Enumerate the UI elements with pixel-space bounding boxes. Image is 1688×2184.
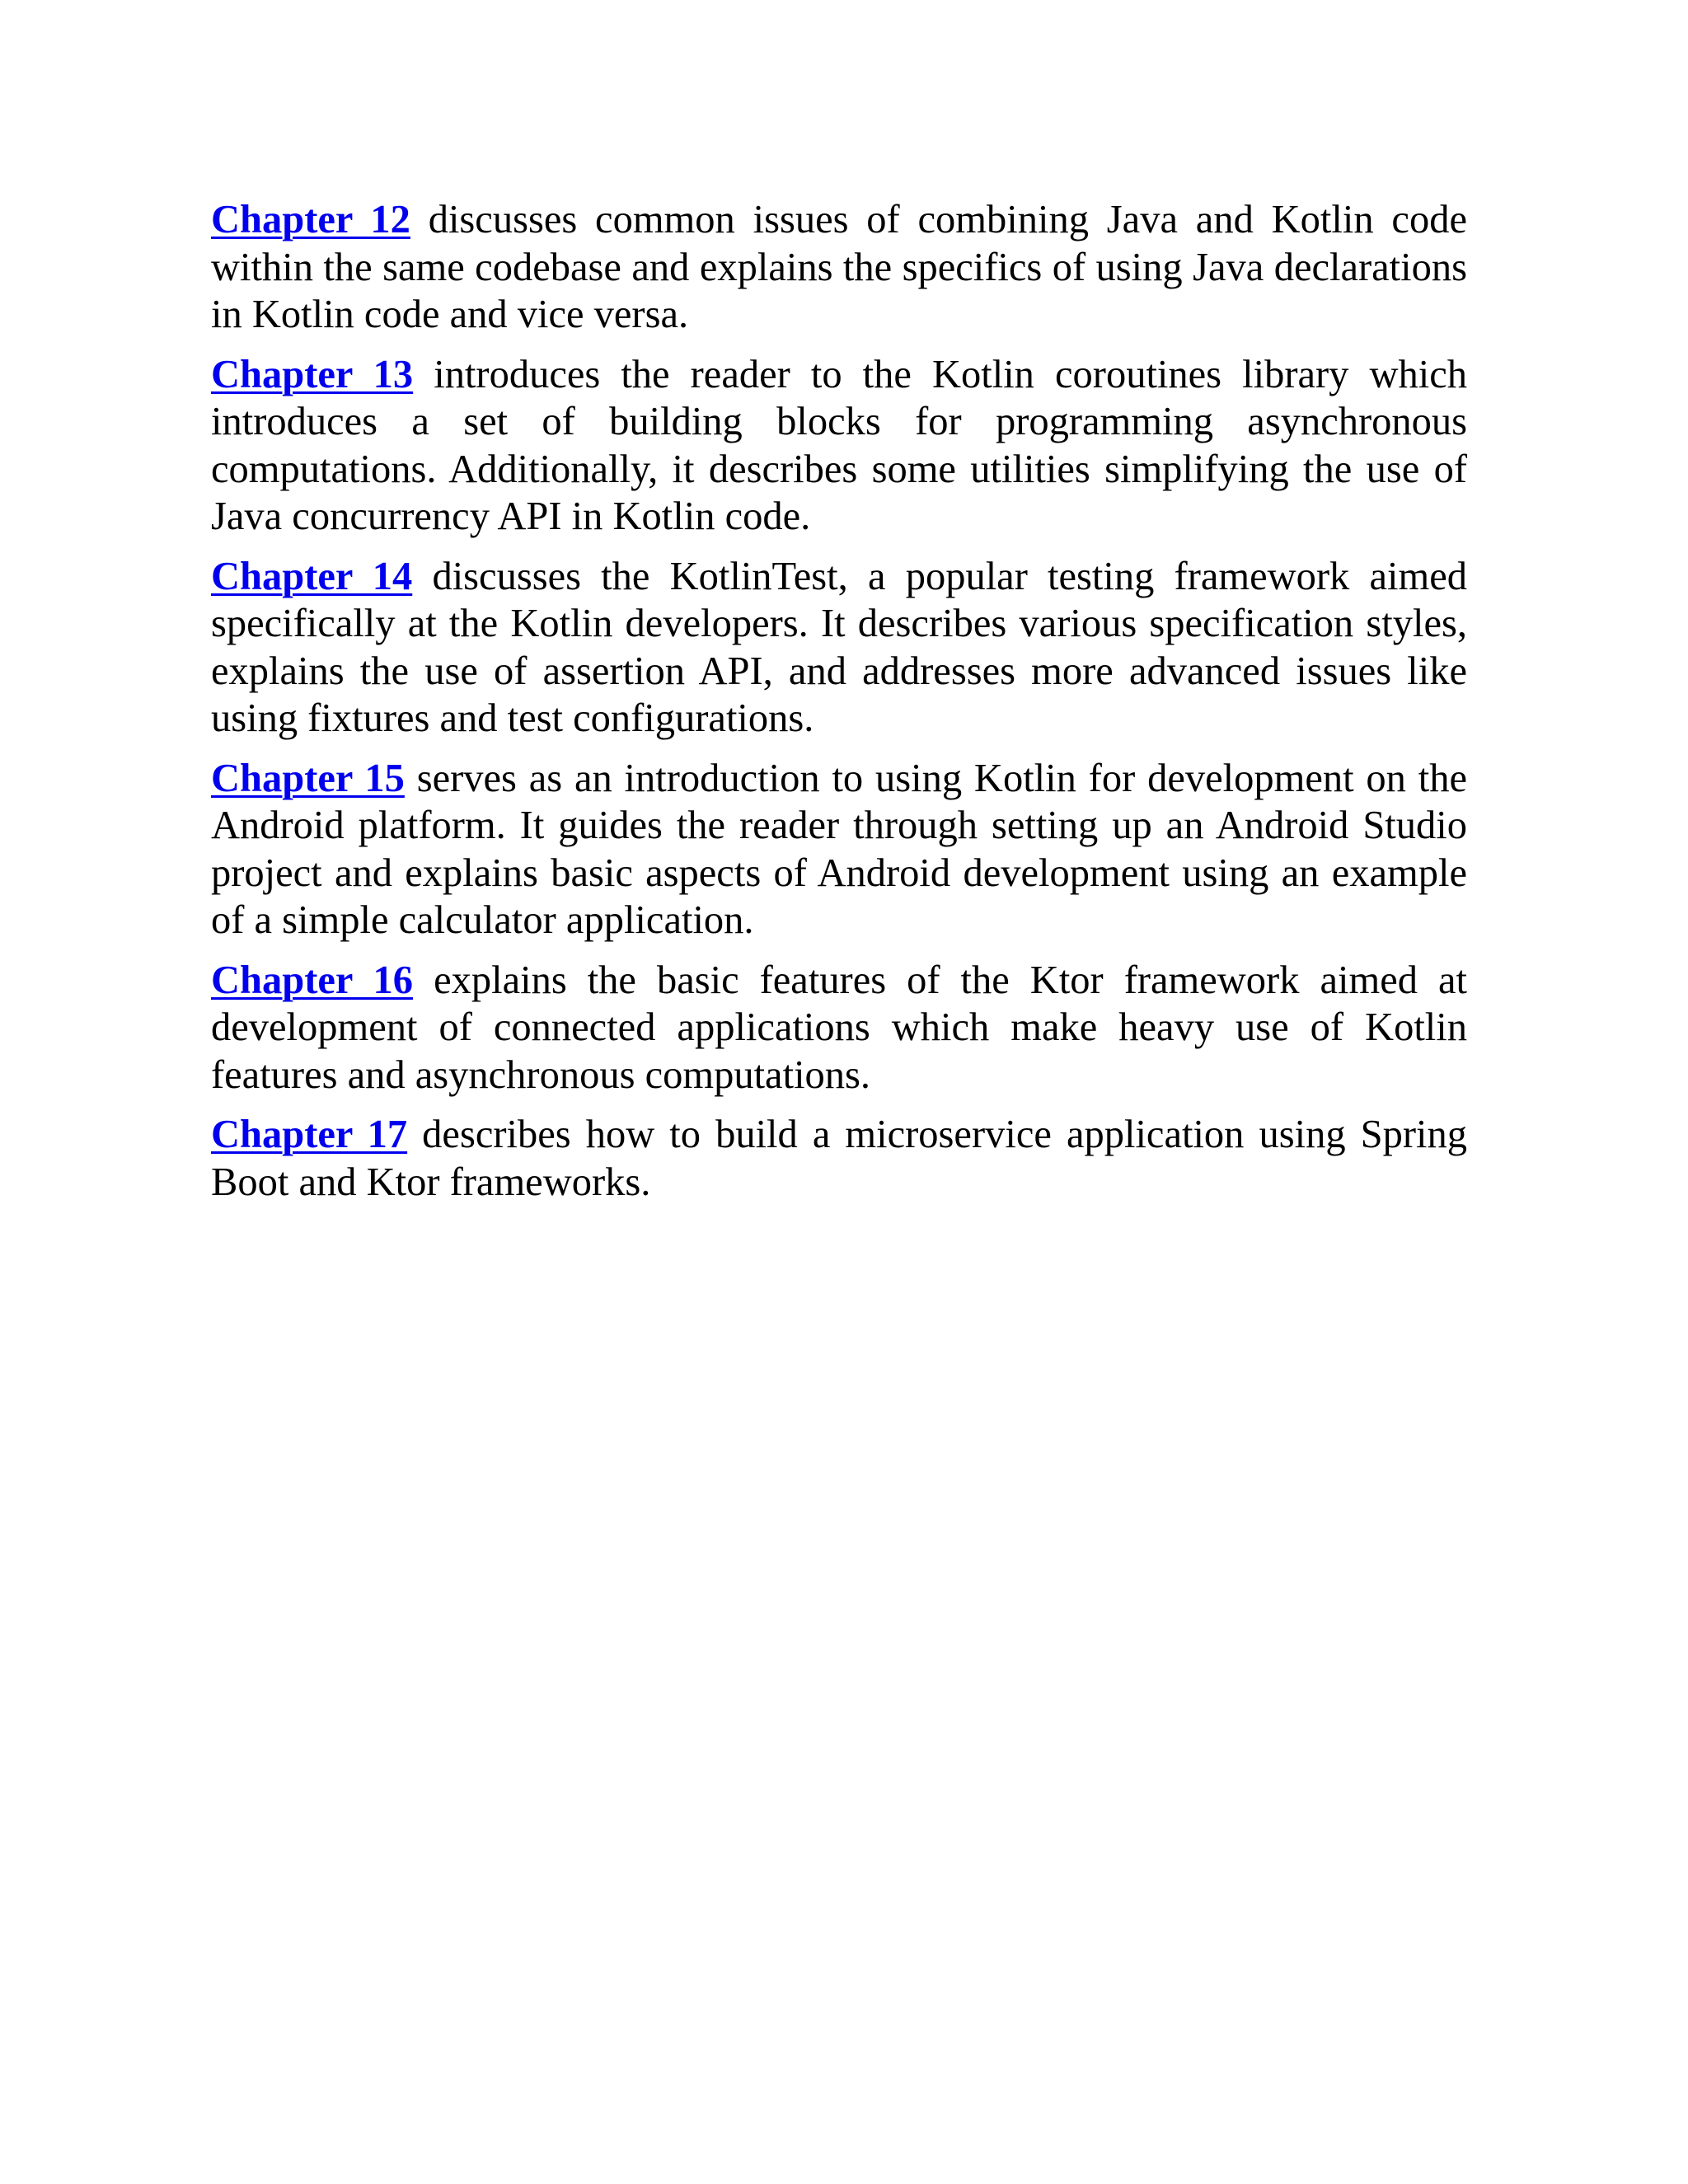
chapter-17-link[interactable]: Chapter 17	[211, 1113, 408, 1156]
document-page	[211, 196, 1467, 1218]
paragraph-chapter-17	[211, 1111, 1467, 1206]
paragraph-chapter-14	[211, 553, 1467, 743]
paragraph-text: introduces the reader to the Kotlin coroutines library which introduces a set of building blocks for programming asynchronous computations. Additionally, it describes some utilities simplifying the use of Java concurrency API in Kotlin code.	[211, 352, 1467, 538]
paragraph-chapter-13	[211, 351, 1467, 541]
chapter-16-link[interactable]: Chapter 16	[211, 958, 414, 1002]
chapter-12-link[interactable]: Chapter 12	[211, 198, 410, 241]
chapter-14-link[interactable]: Chapter 14	[211, 554, 413, 598]
paragraph-text: describes how to build a microservice application using Spring Boot and Ktor frameworks.	[211, 1113, 1467, 1204]
paragraph-chapter-15	[211, 755, 1467, 944]
paragraph-text: discusses the KotlinTest, a popular testing framework aimed specifically at the Kotlin developers. It describes various specification styles, explains the use of assertion API, and addresses more advanced issues like using fixtures and test configurations.	[211, 554, 1467, 740]
paragraph-text: discusses common issues of combining Java and Kotlin code within the same codebase and explains the specifics of using Java declarations in Kotlin code and vice versa.	[211, 198, 1467, 336]
paragraph-text: explains the basic features of the Ktor framework aimed at development of connected applications which make heavy use of Kotlin features and asynchronous computations.	[211, 958, 1467, 1097]
paragraph-chapter-16	[211, 957, 1467, 1099]
chapter-13-link[interactable]: Chapter 13	[211, 352, 414, 396]
paragraph-text: serves as an introduction to using Kotlin for development on the Android platform. It guides the reader through setting up an Android Studio project and explains basic aspects of Android development using an example of a simple calculator application.	[211, 756, 1467, 942]
paragraph-chapter-12	[211, 196, 1467, 339]
chapter-15-link[interactable]: Chapter 15	[211, 756, 405, 800]
